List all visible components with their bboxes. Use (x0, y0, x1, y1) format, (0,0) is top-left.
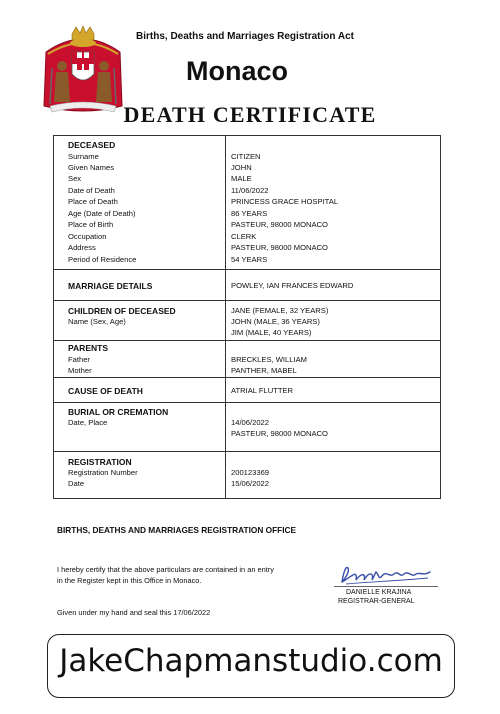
place-of-birth-value: PASTEUR, 98000 MONACO (231, 220, 328, 229)
registrar-title: REGISTRAR-GENERAL (338, 598, 415, 605)
office-title: BIRTHS, DEATHS AND MARRIAGES REGISTRATION OFFICE (57, 525, 297, 535)
burial-place-value: PASTEUR, 98000 MONACO (231, 429, 328, 438)
column-divider (225, 452, 226, 499)
marriage-section (54, 269, 440, 301)
date-of-death-value: 11/06/2022 (231, 186, 269, 195)
column-divider (225, 270, 226, 301)
column-divider (225, 378, 226, 403)
cause-heading: CAUSE OF DEATH (68, 386, 143, 396)
mother-value: PANTHER, MABEL (231, 366, 297, 375)
sex-value: MALE (231, 174, 252, 183)
children-section (54, 300, 440, 341)
place-of-death-label: Place of Death (68, 197, 118, 206)
act-title: Births, Deaths and Marriages Registration Act (136, 31, 355, 42)
watermark-banner (47, 634, 455, 698)
surname-value: CITIZEN (231, 152, 261, 161)
given-names-label: Given Names (68, 163, 115, 172)
date-of-death-label: Date of Death (68, 186, 115, 195)
registrar-signature (336, 560, 436, 588)
signature-line (334, 586, 438, 587)
marriage-value: POWLEY, IAN FRANCES EDWARD (231, 281, 354, 290)
certify-line: in the Register kept in this Office in Monaco. (57, 575, 202, 585)
father-value: BRECKLES, WILLIAM (231, 355, 307, 364)
residence-value: 54 YEARS (231, 255, 268, 264)
registration-section (54, 451, 440, 499)
column-divider (225, 136, 226, 269)
document-title: DEATH CERTIFICATE (123, 102, 377, 127)
registration-heading: REGISTRATION (68, 457, 132, 467)
registrar-name: DANIELLE KRAJINA (346, 589, 412, 596)
registration-number-label: Registration Number (68, 468, 138, 477)
column-divider (225, 341, 226, 378)
registration-date-value: 15/06/2022 (231, 479, 270, 488)
cause-value: ATRIAL FLUTTER (231, 386, 294, 395)
registration-number-value: 200123369 (231, 468, 270, 477)
cause-section (54, 377, 440, 403)
residence-label: Period of Residence (68, 255, 137, 264)
certify-line: I hereby certify that the above particulars are contained in an entry (57, 565, 274, 574)
mother-label: Mother (68, 366, 92, 375)
burial-date-value: 14/06/2022 (231, 418, 270, 427)
children-label: Name (Sex, Age) (68, 317, 126, 326)
certification-text (57, 565, 274, 586)
father-label: Father (68, 355, 90, 364)
deceased-heading: DECEASED (68, 140, 116, 150)
place-of-birth-label: Place of Birth (68, 220, 114, 229)
occupation-value: CLERK (231, 232, 257, 241)
sex-label: Sex (68, 174, 82, 183)
child-value: JOHN (MALE, 36 YEARS) (231, 317, 320, 326)
children-heading: CHILDREN OF DECEASED (68, 306, 176, 316)
child-value: JIM (MALE, 40 YEARS) (231, 328, 312, 337)
occupation-label: Occupation (68, 232, 107, 241)
given-names-value: JOHN (231, 163, 252, 172)
column-divider (225, 403, 226, 452)
address-value: PASTEUR, 98000 MONACO (231, 243, 328, 252)
certificate-table (53, 135, 441, 499)
watermark-text: JakeChapmanstudio.com (59, 643, 443, 679)
column-divider (225, 301, 226, 341)
place-of-death-value: PRINCESS GRACE HOSPITAL (231, 197, 339, 206)
registration-date-label: Date (68, 479, 85, 488)
parents-heading: PARENTS (68, 343, 108, 353)
parents-section (54, 340, 440, 378)
country-title: Monaco (186, 56, 289, 86)
marriage-heading: MARRIAGE DETAILS (68, 281, 153, 291)
address-label: Address (68, 243, 96, 252)
surname-label: Surname (68, 152, 99, 161)
burial-label: Date, Place (68, 418, 108, 427)
age-value: 86 YEARS (231, 209, 268, 218)
age-label: Age (Date of Death) (68, 209, 136, 218)
deceased-section (54, 136, 440, 269)
given-under-hand-text: Given under my hand and seal this 17/06/2022 (57, 608, 211, 617)
burial-section (54, 402, 440, 452)
child-value: JANE (FEMALE, 32 YEARS) (231, 306, 329, 315)
burial-heading: BURIAL OR CREMATION (68, 407, 169, 417)
